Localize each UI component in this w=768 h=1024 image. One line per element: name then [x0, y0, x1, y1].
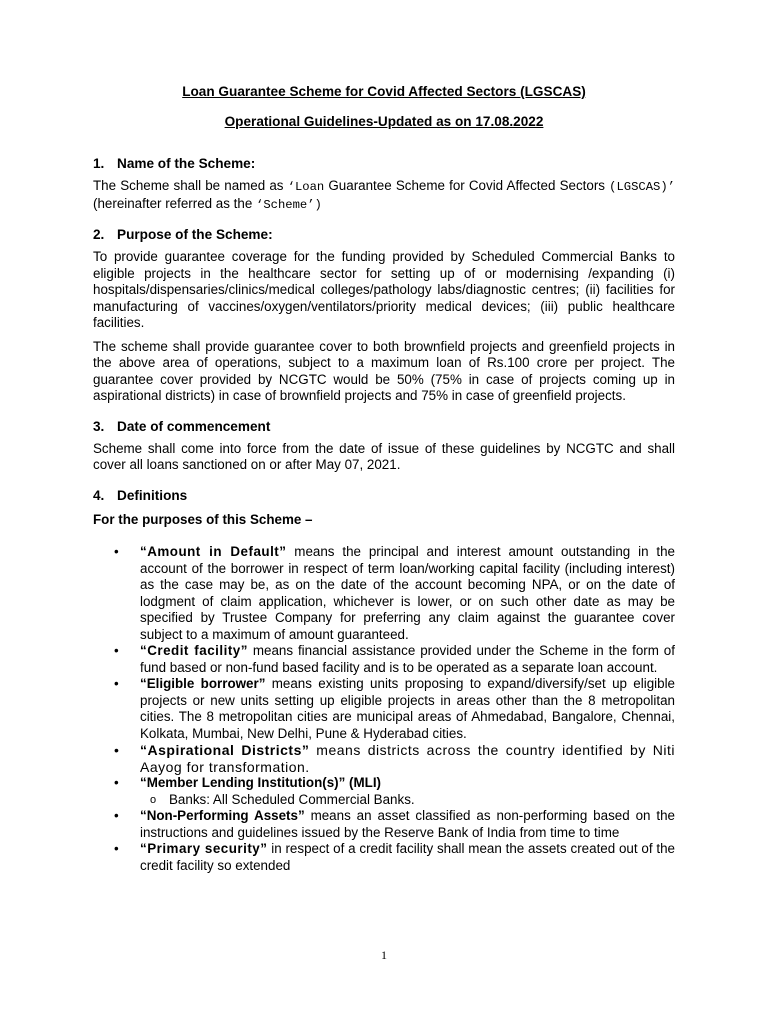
definitions-intro: For the purposes of this Scheme –	[93, 511, 313, 527]
definition-term: “Non-Performing Assets”	[140, 808, 305, 823]
definition-sub-text: Banks: All Scheduled Commercial Banks.	[169, 791, 415, 807]
bullet-icon: •	[114, 808, 119, 823]
definition-text: in respect of a credit facility shall mean the assets created out of the credit facility so extended	[140, 841, 675, 873]
definition-credit-facility	[93, 643, 675, 676]
section-2-paragraph-1: To provide guarantee coverage for the funding provided by Scheduled Commercial Banks to eligible projects in the healthcare sector for setting up of or modernising /expanding (i) hospitals/dispensaries/clinics/medical colleges/pathology labs/diagnostic centres; (ii) facilities for manufacturing of vaccines/oxygen/ventilators/priority medical devices; (iii) public healthcare facilities.	[93, 249, 675, 330]
document-page	[93, 84, 675, 874]
section-1-heading	[93, 156, 675, 171]
sub-bullet-icon: o	[150, 793, 157, 806]
bullet-icon: •	[114, 841, 119, 856]
definition-term: “Aspirational Districts”	[140, 742, 310, 758]
definition-amount-in-default	[93, 544, 675, 643]
s1-text-c: Guarantee Scheme for Covid Affected Sectors	[328, 178, 605, 193]
definition-primary-security	[93, 841, 675, 874]
definition-text: means the principal and interest amount outstanding in the account of the borrower in respect of term loan/working capital facility (including interest) as the case may be, as on the date of the account becoming NPA, or on the date of lodgment of claim application, whichever is lower, or on such other date as may be specified by Trustee Company for preferring any claim against the guarantee cover subject to a maximum of amount guaranteed.	[140, 544, 675, 642]
s1-text-d: (LGSCAS)’	[609, 180, 675, 194]
definition-term: “Amount in Default”	[140, 544, 287, 559]
document-title: Loan Guarantee Scheme for Covid Affected Sectors (LGSCAS)	[182, 84, 586, 99]
definition-text: means existing units proposing to expand/diversify/set up eligible projects or new units setting up eligible projects in areas other than the 8 metropolitan cities. The 8 metropolitan cities are municipal areas of Ahmedabad, Bangalore, Chennai, Kolkata, Mumbai, New Delhi, Pune & Hyderabad cities.	[140, 676, 675, 741]
definition-sub-item	[140, 792, 675, 809]
section-2-number: 2.	[93, 227, 105, 242]
page-number: 1	[381, 948, 387, 962]
s1-text-a: The Scheme shall be named as	[93, 178, 284, 193]
bullet-icon: •	[114, 676, 119, 691]
definition-non-performing-assets	[93, 808, 675, 841]
definition-term: “Credit facility”	[140, 643, 248, 658]
section-4-heading	[93, 488, 675, 503]
bullet-icon: •	[114, 742, 119, 758]
definitions-list	[93, 544, 675, 874]
definition-term: “Member Lending Institution(s)” (MLI)	[140, 775, 382, 790]
section-1-title: Name of the Scheme:	[117, 156, 256, 171]
definition-eligible-borrower	[93, 676, 675, 742]
definition-aspirational-districts	[93, 742, 675, 775]
definition-term: “Primary security”	[140, 841, 268, 856]
definition-text: means financial assistance provided under the Scheme in the form of fund based or non-fund based facility and is to be operated as a separate loan account.	[140, 643, 675, 675]
definition-term: “Eligible borrower”	[140, 676, 266, 691]
bullet-icon: •	[114, 775, 119, 790]
section-4-title: Definitions	[117, 487, 188, 503]
section-2-paragraph-2: The scheme shall provide guarantee cover to both brownfield projects and greenfield projects in the above area of operations, subject to a maximum loan of Rs.100 crore per project. The guarantee cover provided by NCGTC would be 50% (75% in case of projects coming up in aspirational districts) in case of brownfield projects and 75% in case of greenfield projects.	[93, 338, 675, 403]
bullet-icon: •	[114, 643, 119, 658]
definition-member-lending-institution	[93, 775, 675, 808]
section-3-paragraph: Scheme shall come into force from the date of issue of these guidelines by NCGTC and shall cover all loans sanctioned on or after May 07, 2021.	[93, 440, 675, 472]
section-3-heading	[93, 419, 675, 434]
section-3-title: Date of commencement	[117, 418, 271, 434]
section-4-number: 4.	[93, 487, 105, 503]
section-1-number: 1.	[93, 156, 105, 171]
definition-text: means an asset classified as non-performing based on the instructions and guidelines issued by the Reserve Bank of India from time to time	[140, 808, 676, 840]
section-2-title: Purpose of the Scheme:	[117, 227, 273, 242]
s1-text-f: ‘Scheme’)	[256, 197, 322, 212]
section-3-number: 3.	[93, 418, 105, 434]
section-1-paragraph	[93, 178, 675, 213]
s1-text-e: (hereinafter referred as the	[93, 195, 253, 211]
document-subtitle: Operational Guidelines-Updated as on 17.08.2022	[224, 114, 544, 129]
bullet-icon: •	[114, 544, 119, 559]
s1-text-b: ‘Loan	[287, 180, 325, 194]
definition-text: means districts across the country identified by Niti Aayog for transformation.	[140, 742, 675, 775]
section-2-heading	[93, 227, 675, 242]
